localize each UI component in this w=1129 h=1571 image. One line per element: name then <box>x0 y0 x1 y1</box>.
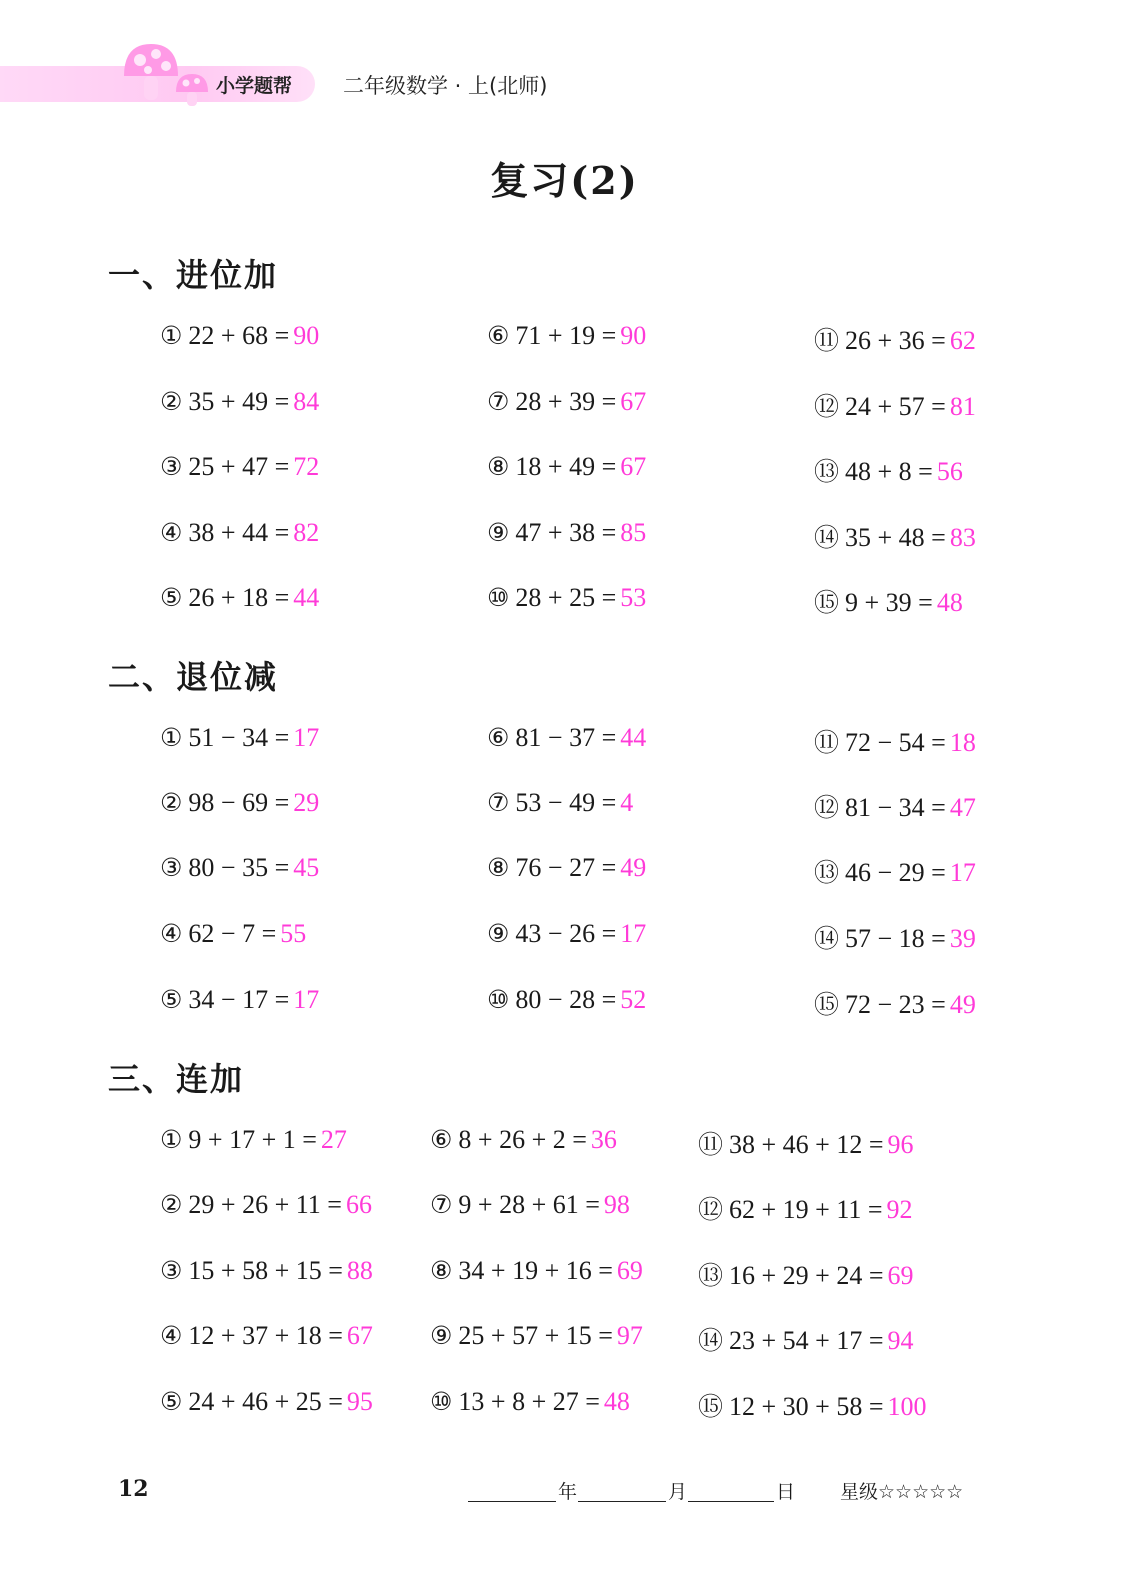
problem-item: ④ 62 − 7 = 55 <box>160 919 307 948</box>
year-label: 年 <box>558 1481 578 1503</box>
section-heading-carry-addition: 一、进位加 <box>108 256 279 294</box>
problem-item: ⑤ 34 − 17 = 17 <box>160 985 320 1014</box>
year-blank <box>468 1501 556 1502</box>
page-number: 12 <box>118 1476 149 1502</box>
problem-item: ⑧ 18 + 49 = 67 <box>487 452 647 481</box>
problem-item: ⑮ 12 + 30 + 58 = 100 <box>698 1392 927 1421</box>
problem-item: ⑥ 81 − 37 = 44 <box>487 723 647 752</box>
problem-item: ⑬ 48 + 8 = 56 <box>814 457 963 486</box>
problem-item: ⑪ 26 + 36 = 62 <box>814 326 976 355</box>
section-heading-borrow-subtraction: 二、退位减 <box>108 658 279 696</box>
problem-item: ⑧ 76 − 27 = 49 <box>487 853 647 882</box>
problem-item: ⑦ 28 + 39 = 67 <box>487 387 647 416</box>
problem-item: ① 22 + 68 = 90 <box>160 321 320 350</box>
problem-item: ⑮ 9 + 39 = 48 <box>814 588 963 617</box>
problem-item: ⑧ 34 + 19 + 16 = 69 <box>430 1256 643 1285</box>
book-title: 二年级数学 · 上(北师) <box>343 74 548 98</box>
problem-item: ③ 15 + 58 + 15 = 88 <box>160 1256 373 1285</box>
month-label: 月 <box>668 1481 688 1503</box>
problem-item: ⑨ 47 + 38 = 85 <box>487 518 647 547</box>
problem-item: ⑨ 43 − 26 = 17 <box>487 919 647 948</box>
problem-item: ⑫ 81 − 34 = 47 <box>814 793 976 822</box>
problem-item: ⑬ 16 + 29 + 24 = 69 <box>698 1261 914 1290</box>
mushroom-icon <box>120 40 182 106</box>
problem-item: ② 29 + 26 + 11 = 66 <box>160 1190 372 1219</box>
problem-item: ⑦ 53 − 49 = 4 <box>487 788 634 817</box>
problem-item: ⑦ 9 + 28 + 61 = 98 <box>430 1190 630 1219</box>
problem-item: ⑩ 28 + 25 = 53 <box>487 583 647 612</box>
problem-item: ⑮ 72 − 23 = 49 <box>814 990 976 1019</box>
problem-item: ③ 25 + 47 = 72 <box>160 452 320 481</box>
section-heading-consecutive-addition: 三、连加 <box>108 1060 245 1098</box>
problem-item: ② 35 + 49 = 84 <box>160 387 320 416</box>
day-label: 日 <box>776 1481 796 1503</box>
star-rating: 星级☆☆☆☆☆ <box>840 1481 964 1503</box>
problem-item: ② 98 − 69 = 29 <box>160 788 320 817</box>
problem-item: ④ 38 + 44 = 82 <box>160 518 320 547</box>
problem-item: ⑤ 26 + 18 = 44 <box>160 583 320 612</box>
problem-item: ⑥ 71 + 19 = 90 <box>487 321 647 350</box>
problem-item: ④ 12 + 37 + 18 = 67 <box>160 1321 373 1350</box>
day-blank <box>688 1501 774 1502</box>
problem-item: ⑫ 62 + 19 + 11 = 92 <box>698 1195 913 1224</box>
problem-item: ⑭ 35 + 48 = 83 <box>814 523 976 552</box>
series-label: 小学题帮 <box>216 75 293 97</box>
problem-item: ⑪ 72 − 54 = 18 <box>814 728 976 757</box>
problem-item: ⑪ 38 + 46 + 12 = 96 <box>698 1130 914 1159</box>
page-title: 复习(2) <box>490 158 639 203</box>
month-blank <box>578 1501 666 1502</box>
problem-item: ⑭ 57 − 18 = 39 <box>814 924 976 953</box>
problem-item: ① 51 − 34 = 17 <box>160 723 320 752</box>
problem-item: ⑨ 25 + 57 + 15 = 97 <box>430 1321 643 1350</box>
problem-item: ⑩ 13 + 8 + 27 = 48 <box>430 1387 630 1416</box>
problem-item: ⑩ 80 − 28 = 52 <box>487 985 647 1014</box>
problem-item: ⑤ 24 + 46 + 25 = 95 <box>160 1387 373 1416</box>
problem-item: ⑭ 23 + 54 + 17 = 94 <box>698 1326 914 1355</box>
problem-item: ⑥ 8 + 26 + 2 = 36 <box>430 1125 617 1154</box>
problem-item: ⑫ 24 + 57 = 81 <box>814 392 976 421</box>
problem-item: ③ 80 − 35 = 45 <box>160 853 320 882</box>
small-mushroom-icon <box>174 72 210 108</box>
problem-item: ⑬ 46 − 29 = 17 <box>814 858 976 887</box>
problem-item: ① 9 + 17 + 1 = 27 <box>160 1125 347 1154</box>
